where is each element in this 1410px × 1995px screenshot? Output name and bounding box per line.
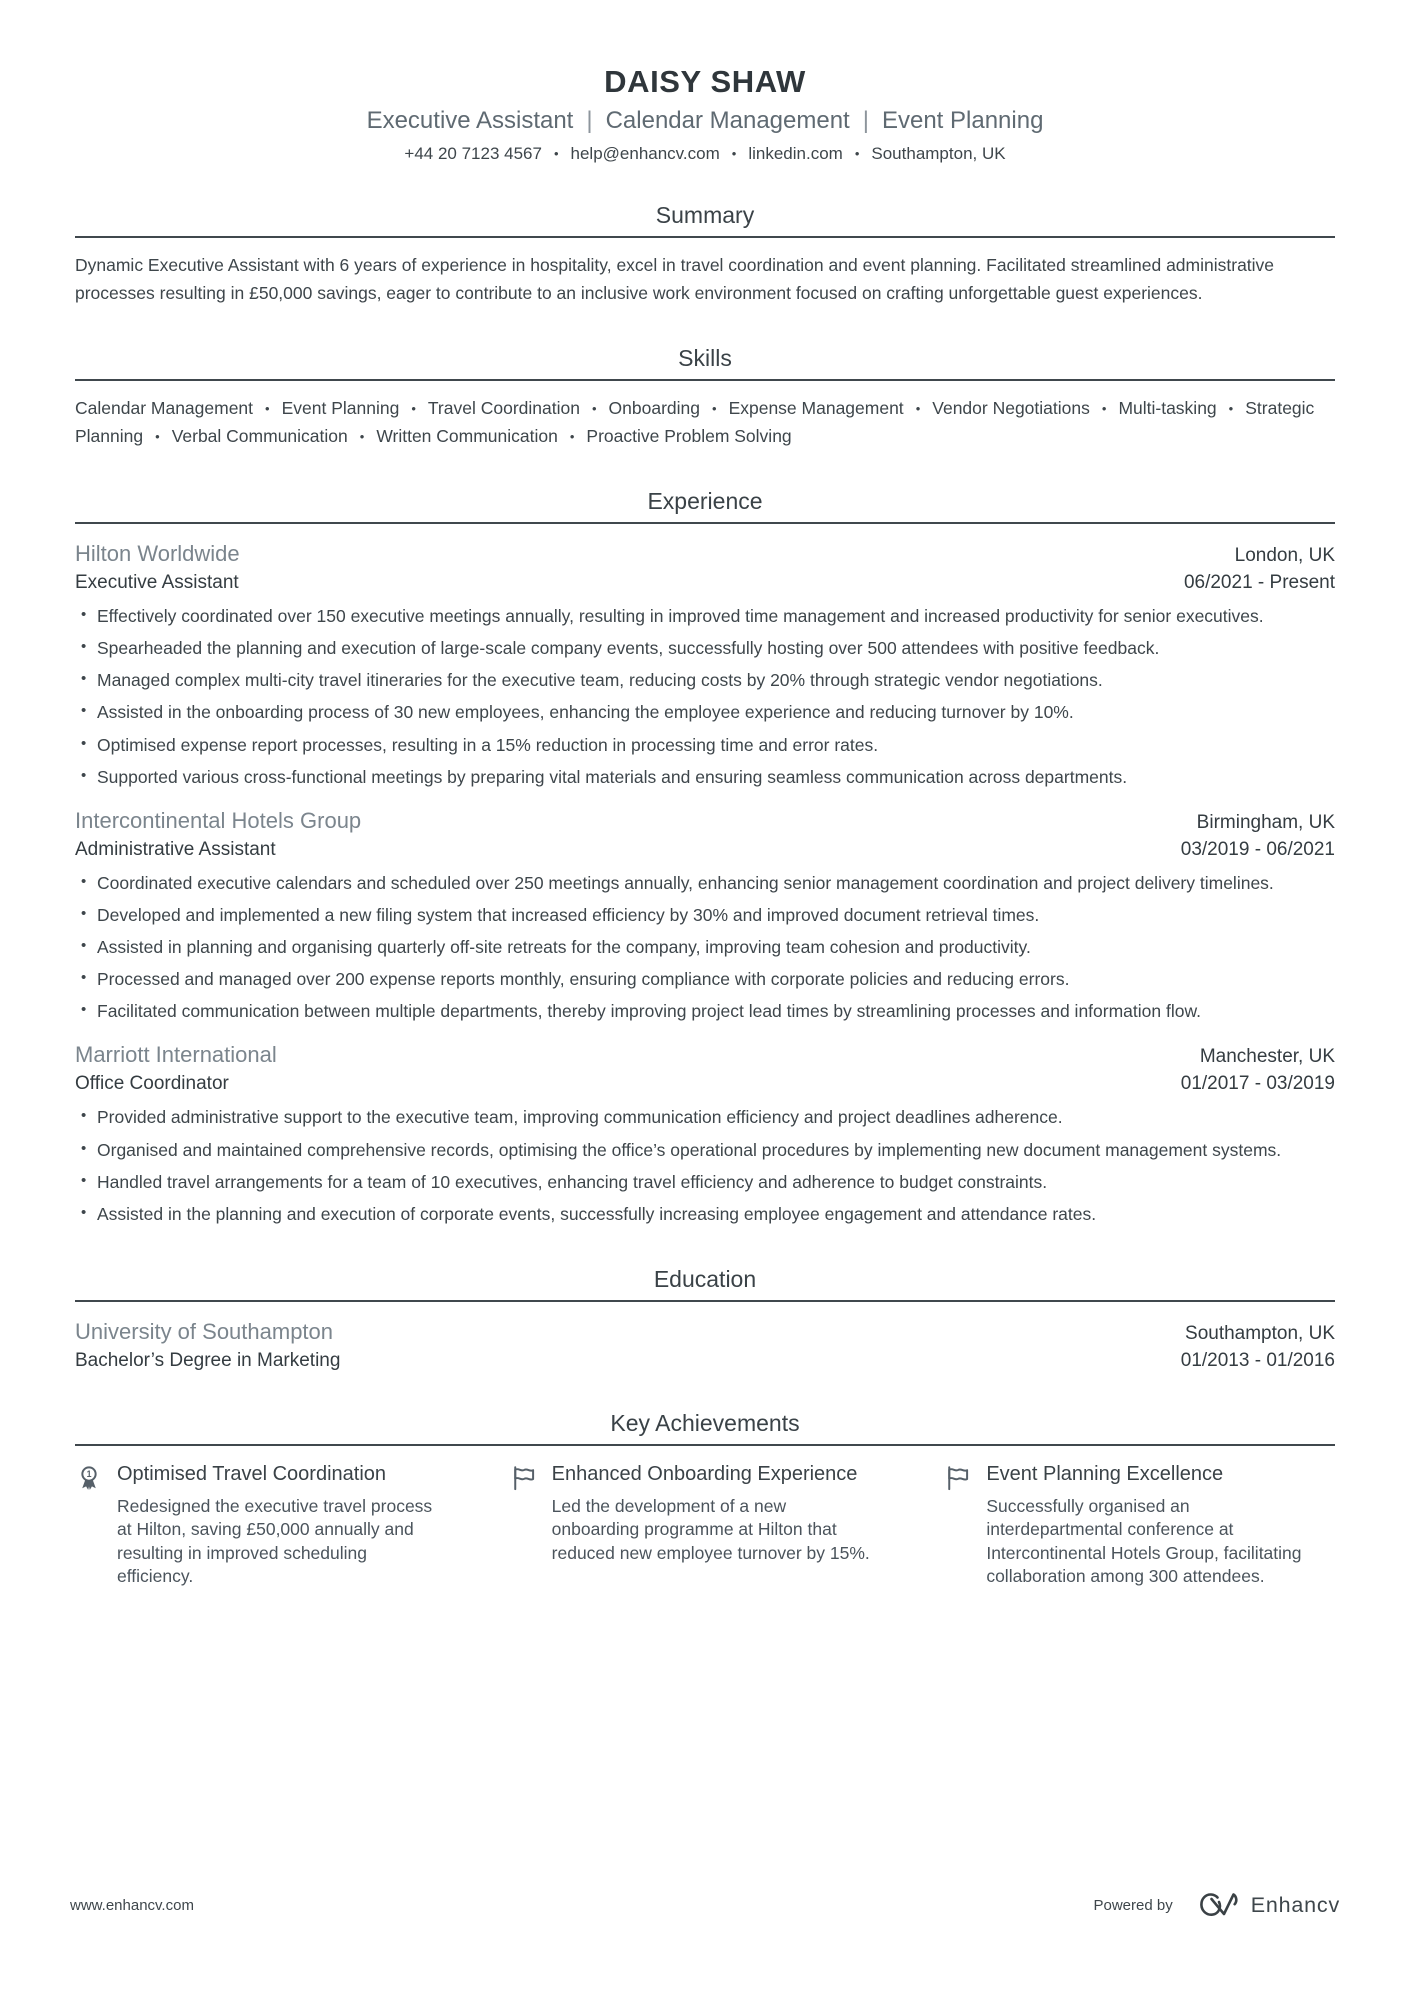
- achievements-title: Key Achievements: [610, 1409, 800, 1436]
- contact-item[interactable]: +44 20 7123 4567: [404, 144, 542, 163]
- achievement-title: Event Planning Excellence: [986, 1462, 1224, 1485]
- section-skills: [75, 345, 1335, 450]
- powered-by-label: Powered by: [1093, 1896, 1173, 1914]
- summary-text: Dynamic Executive Assistant with 6 years of experience in hospitality, excel in travel coordination and event planning. Facilitated streamlined administrative processes resulting in £50,000 savings, eager to contribute to an inclusive work environment focused on crafting unforgettable guest experiences.: [75, 255, 1275, 303]
- job-bullet: • Organised and maintained comprehensive records, optimising the office’s operational procedures by implementing new document management systems.: [75, 1137, 1335, 1164]
- experience-entry: [75, 808, 1335, 1026]
- achievements-grid: [75, 1462, 1335, 1589]
- experience-entry: [75, 541, 1335, 791]
- section-divider: [75, 1300, 1335, 1302]
- section-divider: [75, 236, 1335, 238]
- company-name: Hilton Worldwide: [75, 541, 240, 566]
- medal-icon: [75, 1464, 105, 1492]
- achievement-body: [552, 1462, 872, 1565]
- headline-part: | Calendar Management: [573, 107, 849, 134]
- skill-item: • Vendor Negotiations: [904, 398, 1090, 418]
- achievement-item: [510, 1462, 901, 1589]
- achievement-title: Enhanced Onboarding Experience: [551, 1462, 858, 1485]
- job-bullet: • Facilitated communication between multiple departments, thereby improving project lead times by streamlining processes and information flow.: [75, 998, 1335, 1025]
- section-divider: [75, 1444, 1335, 1446]
- skill-item: • Event Planning: [253, 398, 399, 418]
- contact-row: [75, 144, 1335, 164]
- job-bullet: • Assisted in the planning and execution of corporate events, successfully increasing employee engagement and attendance rates.: [75, 1201, 1335, 1228]
- job-title: Office Coordinator: [75, 1073, 229, 1095]
- skill-item: • Strategic Planning: [75, 398, 1314, 446]
- section-divider: [75, 379, 1335, 381]
- skill-item: • Verbal Communication: [143, 426, 348, 446]
- job-location: Manchester, UK: [1199, 1046, 1335, 1068]
- skill-item: • Onboarding: [580, 398, 700, 418]
- job-bullet: • Coordinated executive calendars and scheduled over 250 meetings annually, enhancing senior management coordination and project delivery timelines.: [75, 870, 1335, 897]
- company-name: Marriott International: [75, 1042, 277, 1068]
- summary-title: Summary: [655, 202, 755, 228]
- flag-icon: [510, 1464, 540, 1492]
- achievement-title: Optimised Travel Coordination: [117, 1462, 387, 1485]
- job-bullet: • Supported various cross-functional meetings by preparing vital materials and ensuring seamless communication across departments.: [75, 764, 1335, 791]
- section-divider: [75, 522, 1335, 524]
- job-dates: 01/2017 - 03/2019: [1180, 1073, 1335, 1095]
- experience-title: Experience: [647, 488, 763, 514]
- section-summary: [75, 202, 1335, 307]
- job-bullet: • Optimised expense report processes, resulting in a 15% reduction in processing time and error rates.: [75, 732, 1335, 759]
- skill-item: Calendar Management: [75, 398, 254, 418]
- headline: [75, 107, 1335, 135]
- job-location: London, UK: [1234, 545, 1335, 566]
- page-footer: [70, 1890, 1340, 1920]
- company-name: Intercontinental Hotels Group: [75, 807, 362, 833]
- entry-sub: [75, 567, 1335, 594]
- svg-text:1: 1: [86, 1468, 92, 1479]
- headline-part: Executive Assistant: [366, 107, 574, 134]
- job-bullet: • Provided administrative support to the executive team, improving communication efficiency and project deadlines adherence.: [75, 1104, 1335, 1131]
- job-bullet: • Developed and implemented a new filing system that increased efficiency by 30% and improved document retrieval times.: [75, 902, 1335, 929]
- skill-item: • Travel Coordination: [399, 398, 580, 418]
- school-name: University of Southampton: [75, 1318, 334, 1344]
- enhancv-logo-icon: [1197, 1890, 1241, 1920]
- job-bullet: • Handled travel arrangements for a team of 10 executives, enhancing travel efficiency and adherence to budget constraints.: [75, 1169, 1335, 1196]
- skills-list: [75, 394, 1335, 450]
- footer-website-link[interactable]: www.enhancv.com: [70, 1896, 194, 1914]
- entry-sub: [75, 834, 1335, 861]
- entry-sub: [75, 1068, 1335, 1095]
- job-bullet: • Assisted in planning and organising quarterly off-site retreats for the company, improving team cohesion and productivity.: [75, 934, 1335, 961]
- job-dates: 03/2019 - 06/2021: [1180, 838, 1335, 860]
- education-entry: [75, 1319, 1335, 1372]
- job-bullet: • Processed and managed over 200 expense reports monthly, ensuring compliance with corporate policies and reducing errors.: [75, 966, 1335, 993]
- education-title: Education: [653, 1265, 757, 1292]
- job-bullet: • Managed complex multi-city travel itineraries for the executive team, reducing costs by 20% through strategic vendor negotiations.: [75, 667, 1335, 694]
- achievement-item: [75, 1462, 466, 1589]
- achievement-text: Redesigned the executive travel process at Hilton, saving £50,000 annually and resulting in improved scheduling efficiency.: [117, 1495, 433, 1587]
- candidate-name: DAISY SHAW: [604, 64, 806, 99]
- entry-head: [75, 541, 1335, 567]
- contact-item[interactable]: • help@enhancv.com: [542, 144, 720, 163]
- achievement-item: [944, 1462, 1335, 1589]
- entry-head: [75, 808, 1335, 834]
- job-bullet: • Spearheaded the planning and execution of large-scale company events, successfully hosting over 500 attendees with positive feedback.: [75, 635, 1335, 662]
- contact-item[interactable]: • linkedin.com: [720, 144, 843, 163]
- enhancv-brand: Enhancv: [1250, 1892, 1340, 1917]
- job-bullet: • Assisted in the onboarding process of 30 new employees, enhancing the employee experience and reducing turnover by 10%.: [75, 699, 1335, 726]
- contact-item[interactable]: • Southampton, UK: [843, 144, 1006, 163]
- skill-item: • Proactive Problem Solving: [558, 426, 792, 446]
- skill-item: • Written Communication: [348, 426, 558, 446]
- job-bullets: [75, 1104, 1335, 1228]
- entry-head: [75, 1319, 1335, 1345]
- entry-head: [75, 1042, 1335, 1068]
- experience-list: [75, 541, 1335, 1228]
- section-achievements: [75, 1410, 1335, 1589]
- section-experience: [75, 488, 1335, 1228]
- powered-by: [1094, 1890, 1341, 1920]
- achievement-body: [117, 1462, 437, 1589]
- school-location: Southampton, UK: [1185, 1322, 1335, 1344]
- job-title: Administrative Assistant: [75, 838, 276, 860]
- experience-entry: [75, 1042, 1335, 1228]
- resume-header: [75, 64, 1335, 164]
- job-bullets: [75, 603, 1335, 791]
- job-location: Birmingham, UK: [1196, 811, 1335, 833]
- achievement-body: [986, 1462, 1306, 1589]
- job-dates: 06/2021 - Present: [1183, 572, 1335, 593]
- section-education: [75, 1266, 1335, 1372]
- skills-title: Skills: [678, 345, 732, 371]
- job-title: Executive Assistant: [75, 572, 239, 593]
- achievement-text: Led the development of a new onboarding programme at Hilton that reduced new employee turnover by 15%.: [551, 1495, 870, 1563]
- job-bullet: • Effectively coordinated over 150 executive meetings annually, resulting in improved time management and increased productivity for senior executives.: [75, 603, 1335, 630]
- flag-icon: [944, 1464, 974, 1492]
- entry-sub: [75, 1345, 1335, 1372]
- achievement-text: Successfully organised an interdepartmental conference at Intercontinental Hotels Group, facilitating collaboration among 300 attendees.: [986, 1495, 1302, 1587]
- skill-item: • Multi-tasking: [1090, 398, 1217, 418]
- job-bullets: [75, 870, 1335, 1026]
- headline-part: | Event Planning: [850, 107, 1044, 134]
- skill-item: • Expense Management: [700, 398, 904, 418]
- degree: Bachelor’s Degree in Marketing: [75, 1349, 341, 1371]
- education-dates: 01/2013 - 01/2016: [1180, 1349, 1335, 1371]
